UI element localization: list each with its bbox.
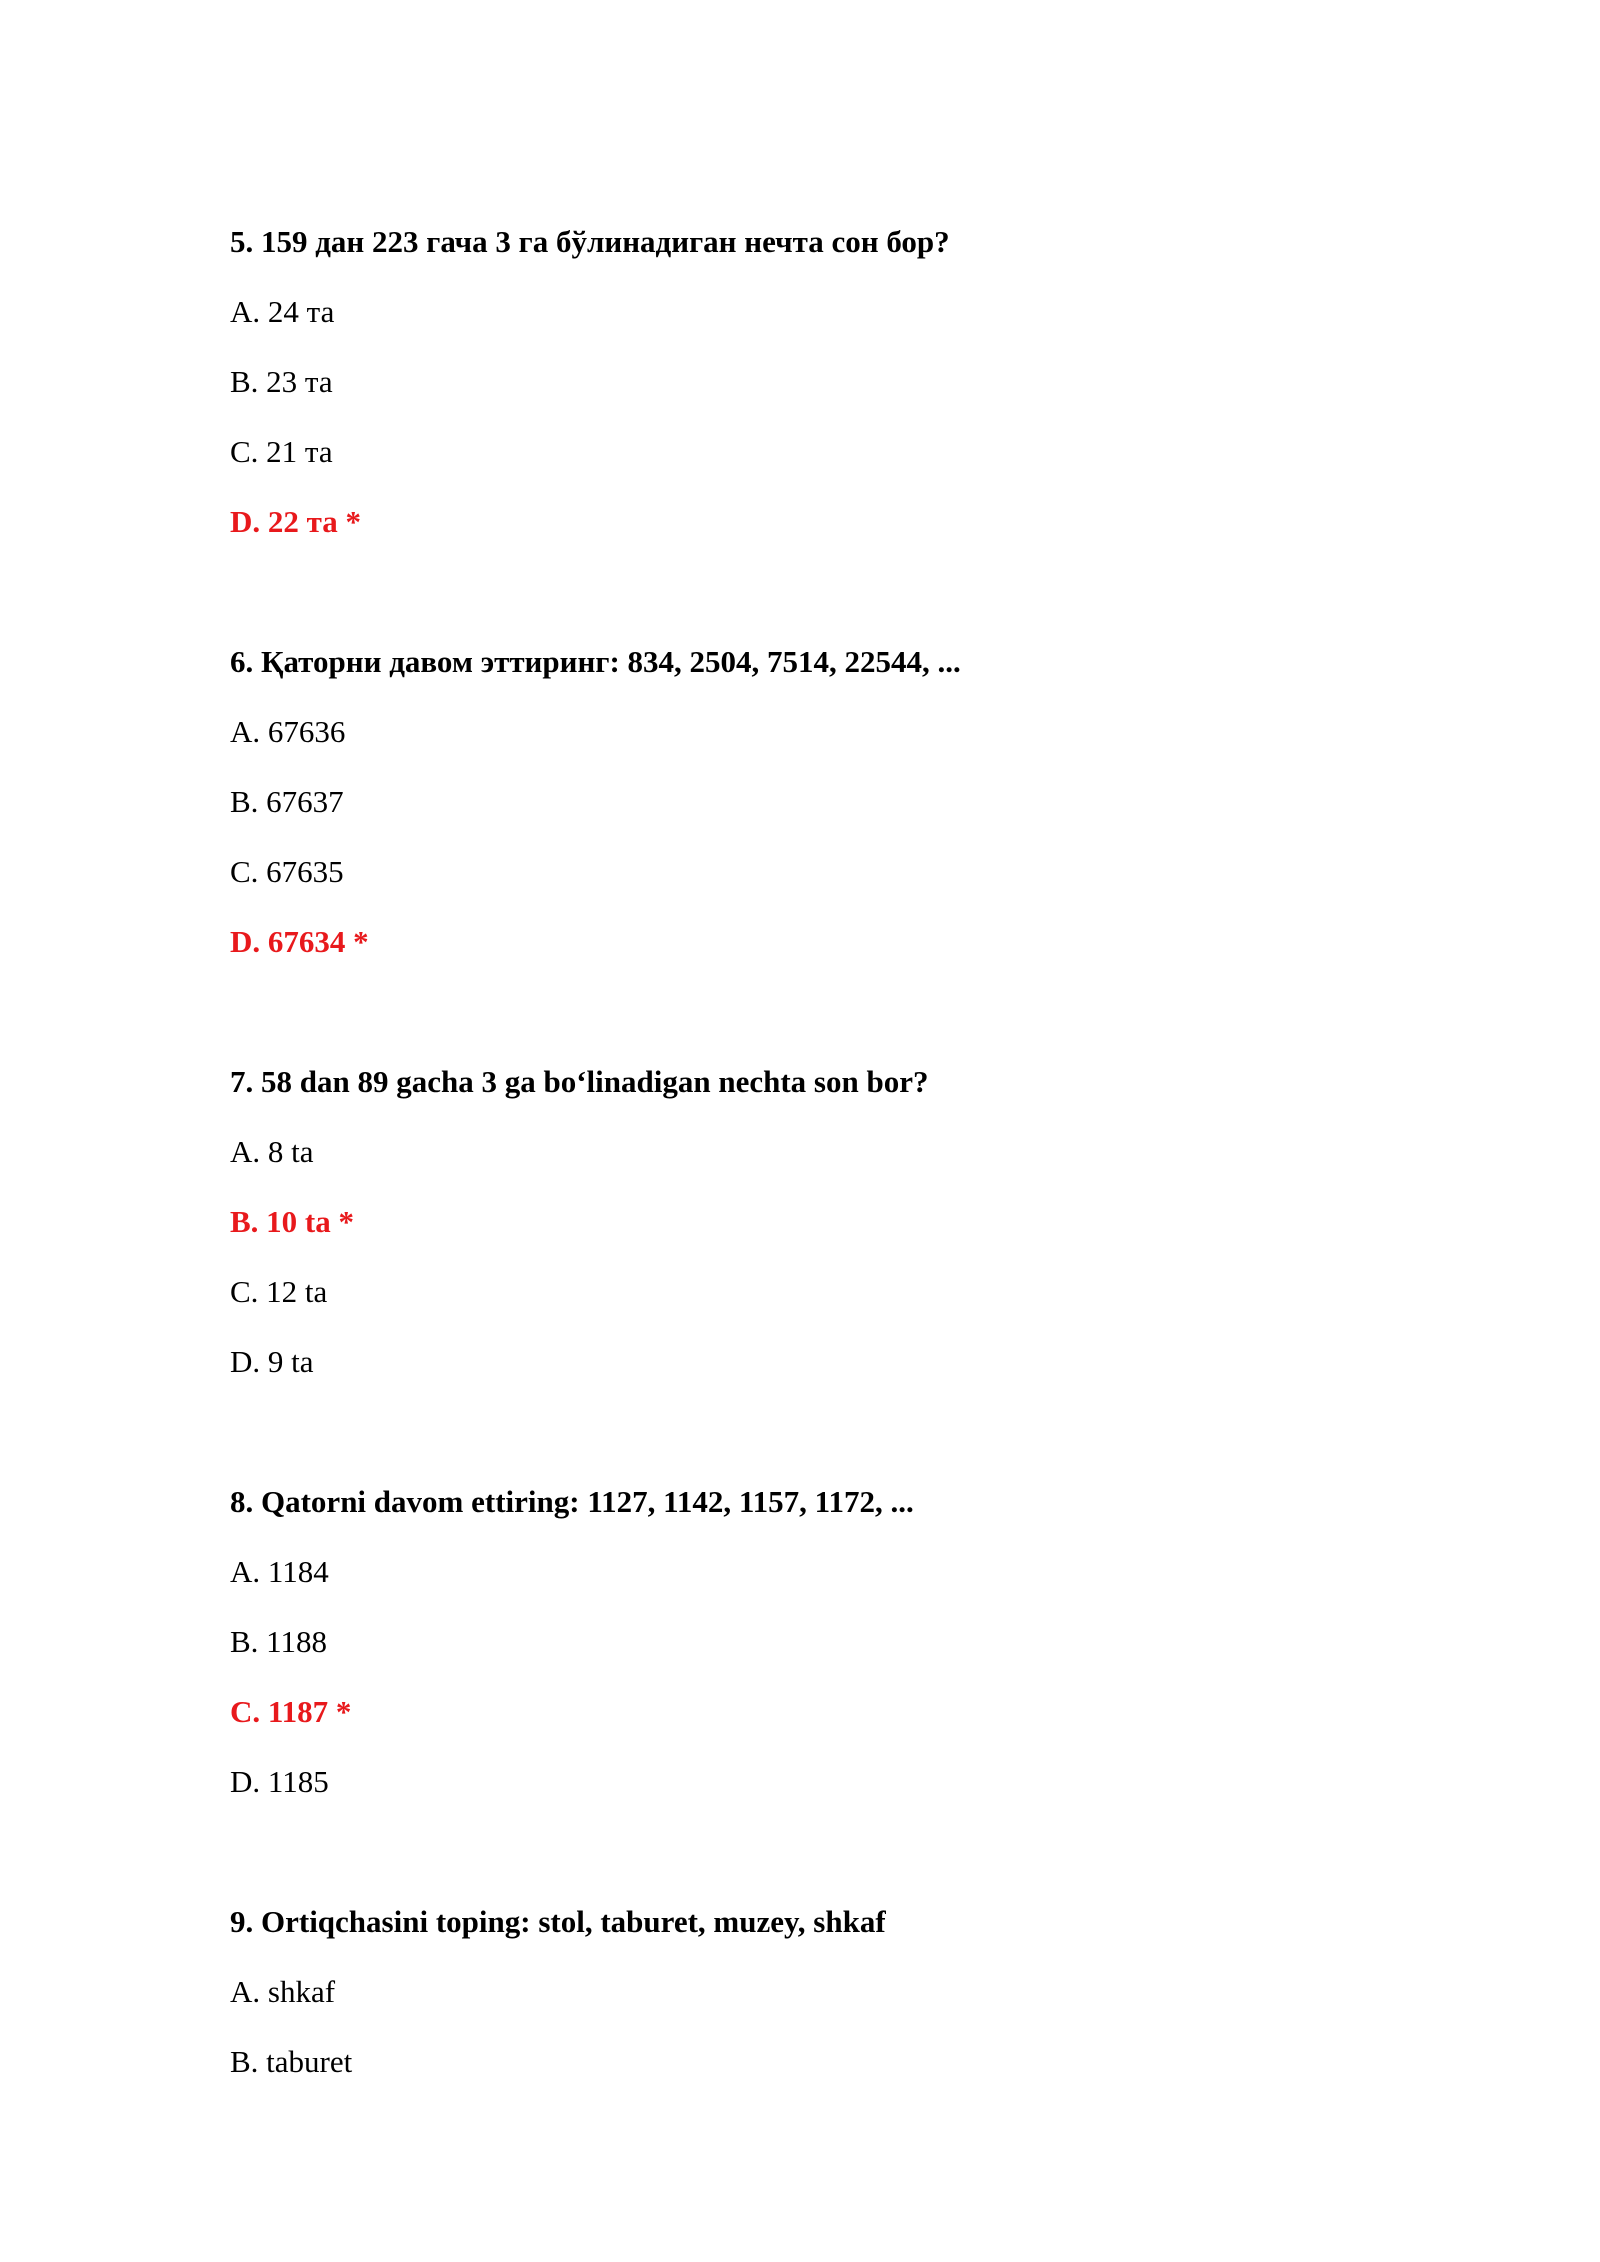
option-d-correct: D. 67634 *: [230, 924, 369, 959]
question-9: [230, 1902, 1430, 2082]
option-c: C. 12 ta: [230, 1274, 328, 1309]
option-c: C. 21 та: [230, 434, 333, 469]
question-text: 7. 58 dan 89 gacha 3 ga bo‘linadigan nechta son bor?: [230, 1064, 929, 1099]
option-b: B. taburet: [230, 2044, 353, 2079]
question-text: 8. Qatorni davom ettiring: 1127, 1142, 1157, 1172, ...: [230, 1484, 914, 1519]
option-b: B. 67637: [230, 784, 344, 819]
question-7: [230, 1062, 1430, 1382]
option-b: B. 23 та: [230, 364, 333, 399]
question-text: 9. Ortiqchasini toping: stol, taburet, muzey, shkaf: [230, 1904, 886, 1939]
question-5: [230, 222, 1430, 542]
option-b-correct: B. 10 ta *: [230, 1204, 354, 1239]
option-c-correct: C. 1187 *: [230, 1694, 352, 1729]
option-a: A. 67636: [230, 714, 346, 749]
option-d: D. 1185: [230, 1764, 329, 1799]
question-text: 6. Қаторни давом эттиринг: 834, 2504, 7514, 22544, ...: [230, 644, 961, 679]
question-8: [230, 1482, 1430, 1802]
option-d-correct: D. 22 та *: [230, 504, 361, 539]
option-a: A. 1184: [230, 1554, 329, 1589]
option-a: A. 8 ta: [230, 1134, 314, 1169]
option-a: A. 24 та: [230, 294, 335, 329]
option-c: C. 67635: [230, 854, 344, 889]
question-6: [230, 642, 1430, 962]
option-b: B. 1188: [230, 1624, 328, 1659]
question-text: 5. 159 дан 223 гача 3 га бўлинадиган нечта сон бор?: [230, 224, 950, 259]
option-a: A. shkaf: [230, 1974, 336, 2009]
option-d: D. 9 ta: [230, 1344, 314, 1379]
